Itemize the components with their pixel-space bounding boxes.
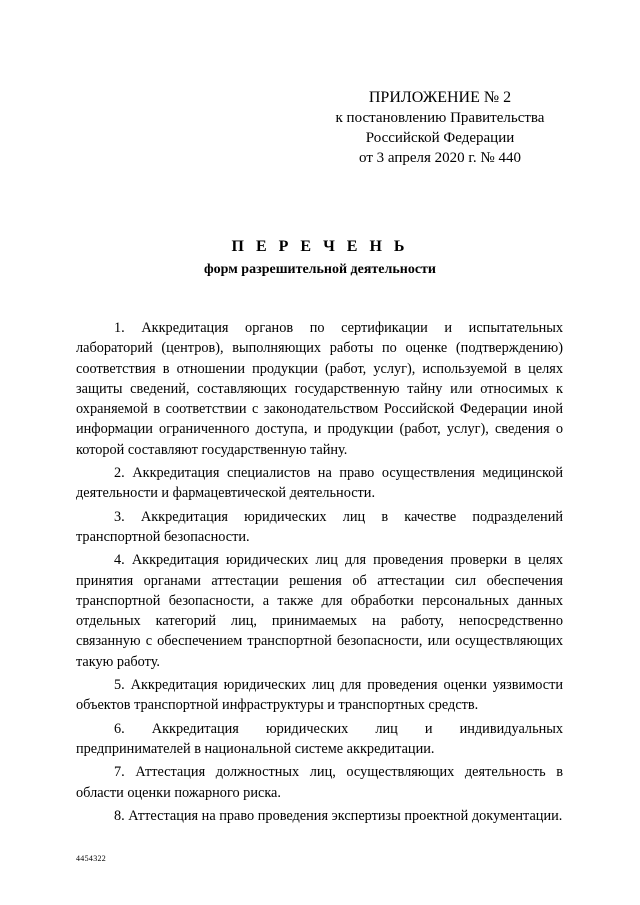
- list-item: 7. Аттестация должностных лиц, осуществляющих деятельность в области оценки пожарного риска.: [76, 764, 563, 801]
- appendix-line-2: Российской Федерации: [365, 130, 515, 146]
- list-item: 4. Аккредитация юридических лиц для проведения проверки в целях принятия органами аттестации решения об аттестации сил обеспечения транспортной безопасности, а также для обработки персональных данных отдельных категорий лиц, принимаемых на работу, непосредственно связанную с обеспечением транспортной безопасности, или осуществляющих такую работу.: [76, 552, 563, 670]
- list-item: 5. Аккредитация юридических лиц для проведения оценки уязвимости объектов транспортной инфраструктуры и транспортных средств.: [76, 677, 563, 714]
- list-item: 8. Аттестация на право проведения экспертизы проектной документации.: [114, 807, 563, 824]
- document-title: П Е Р Е Ч Е Н Ь: [231, 238, 409, 255]
- appendix-line-3: от 3 апреля 2020 г. № 440: [359, 150, 521, 166]
- document-id: 4454322: [76, 854, 107, 863]
- list-item: 2. Аккредитация специалистов на право осуществления медицинской деятельности и фармацевтической деятельности.: [76, 465, 563, 502]
- appendix-heading: ПРИЛОЖЕНИЕ № 2: [368, 89, 512, 106]
- appendix-line-1: к постановлению Правительства: [335, 110, 545, 126]
- appendix-block: [330, 88, 550, 168]
- list-item: 6. Аккредитация юридических лиц и индивидуальных предпринимателей в национальной системе аккредитации.: [76, 720, 563, 757]
- items-list: [76, 318, 563, 829]
- list-item: 3. Аккредитация юридических лиц в качестве подразделений транспортной безопасности.: [76, 508, 563, 545]
- document-subtitle: форм разрешительной деятельности: [203, 262, 437, 277]
- list-item: 1. Аккредитация органов по сертификации и испытательных лабораторий (центров), выполняющих работы по оценке (подтверждению) соответствия в отношении продукции (работ, услуг), используемой в целях защиты сведений, составляющих государственную тайну или относимых к охраняемой в соответствии с законодательством Российской Федерации иной информации ограниченного доступа, и продукции (работ, услуг), сведения о которой составляют государственную тайну.: [76, 320, 563, 458]
